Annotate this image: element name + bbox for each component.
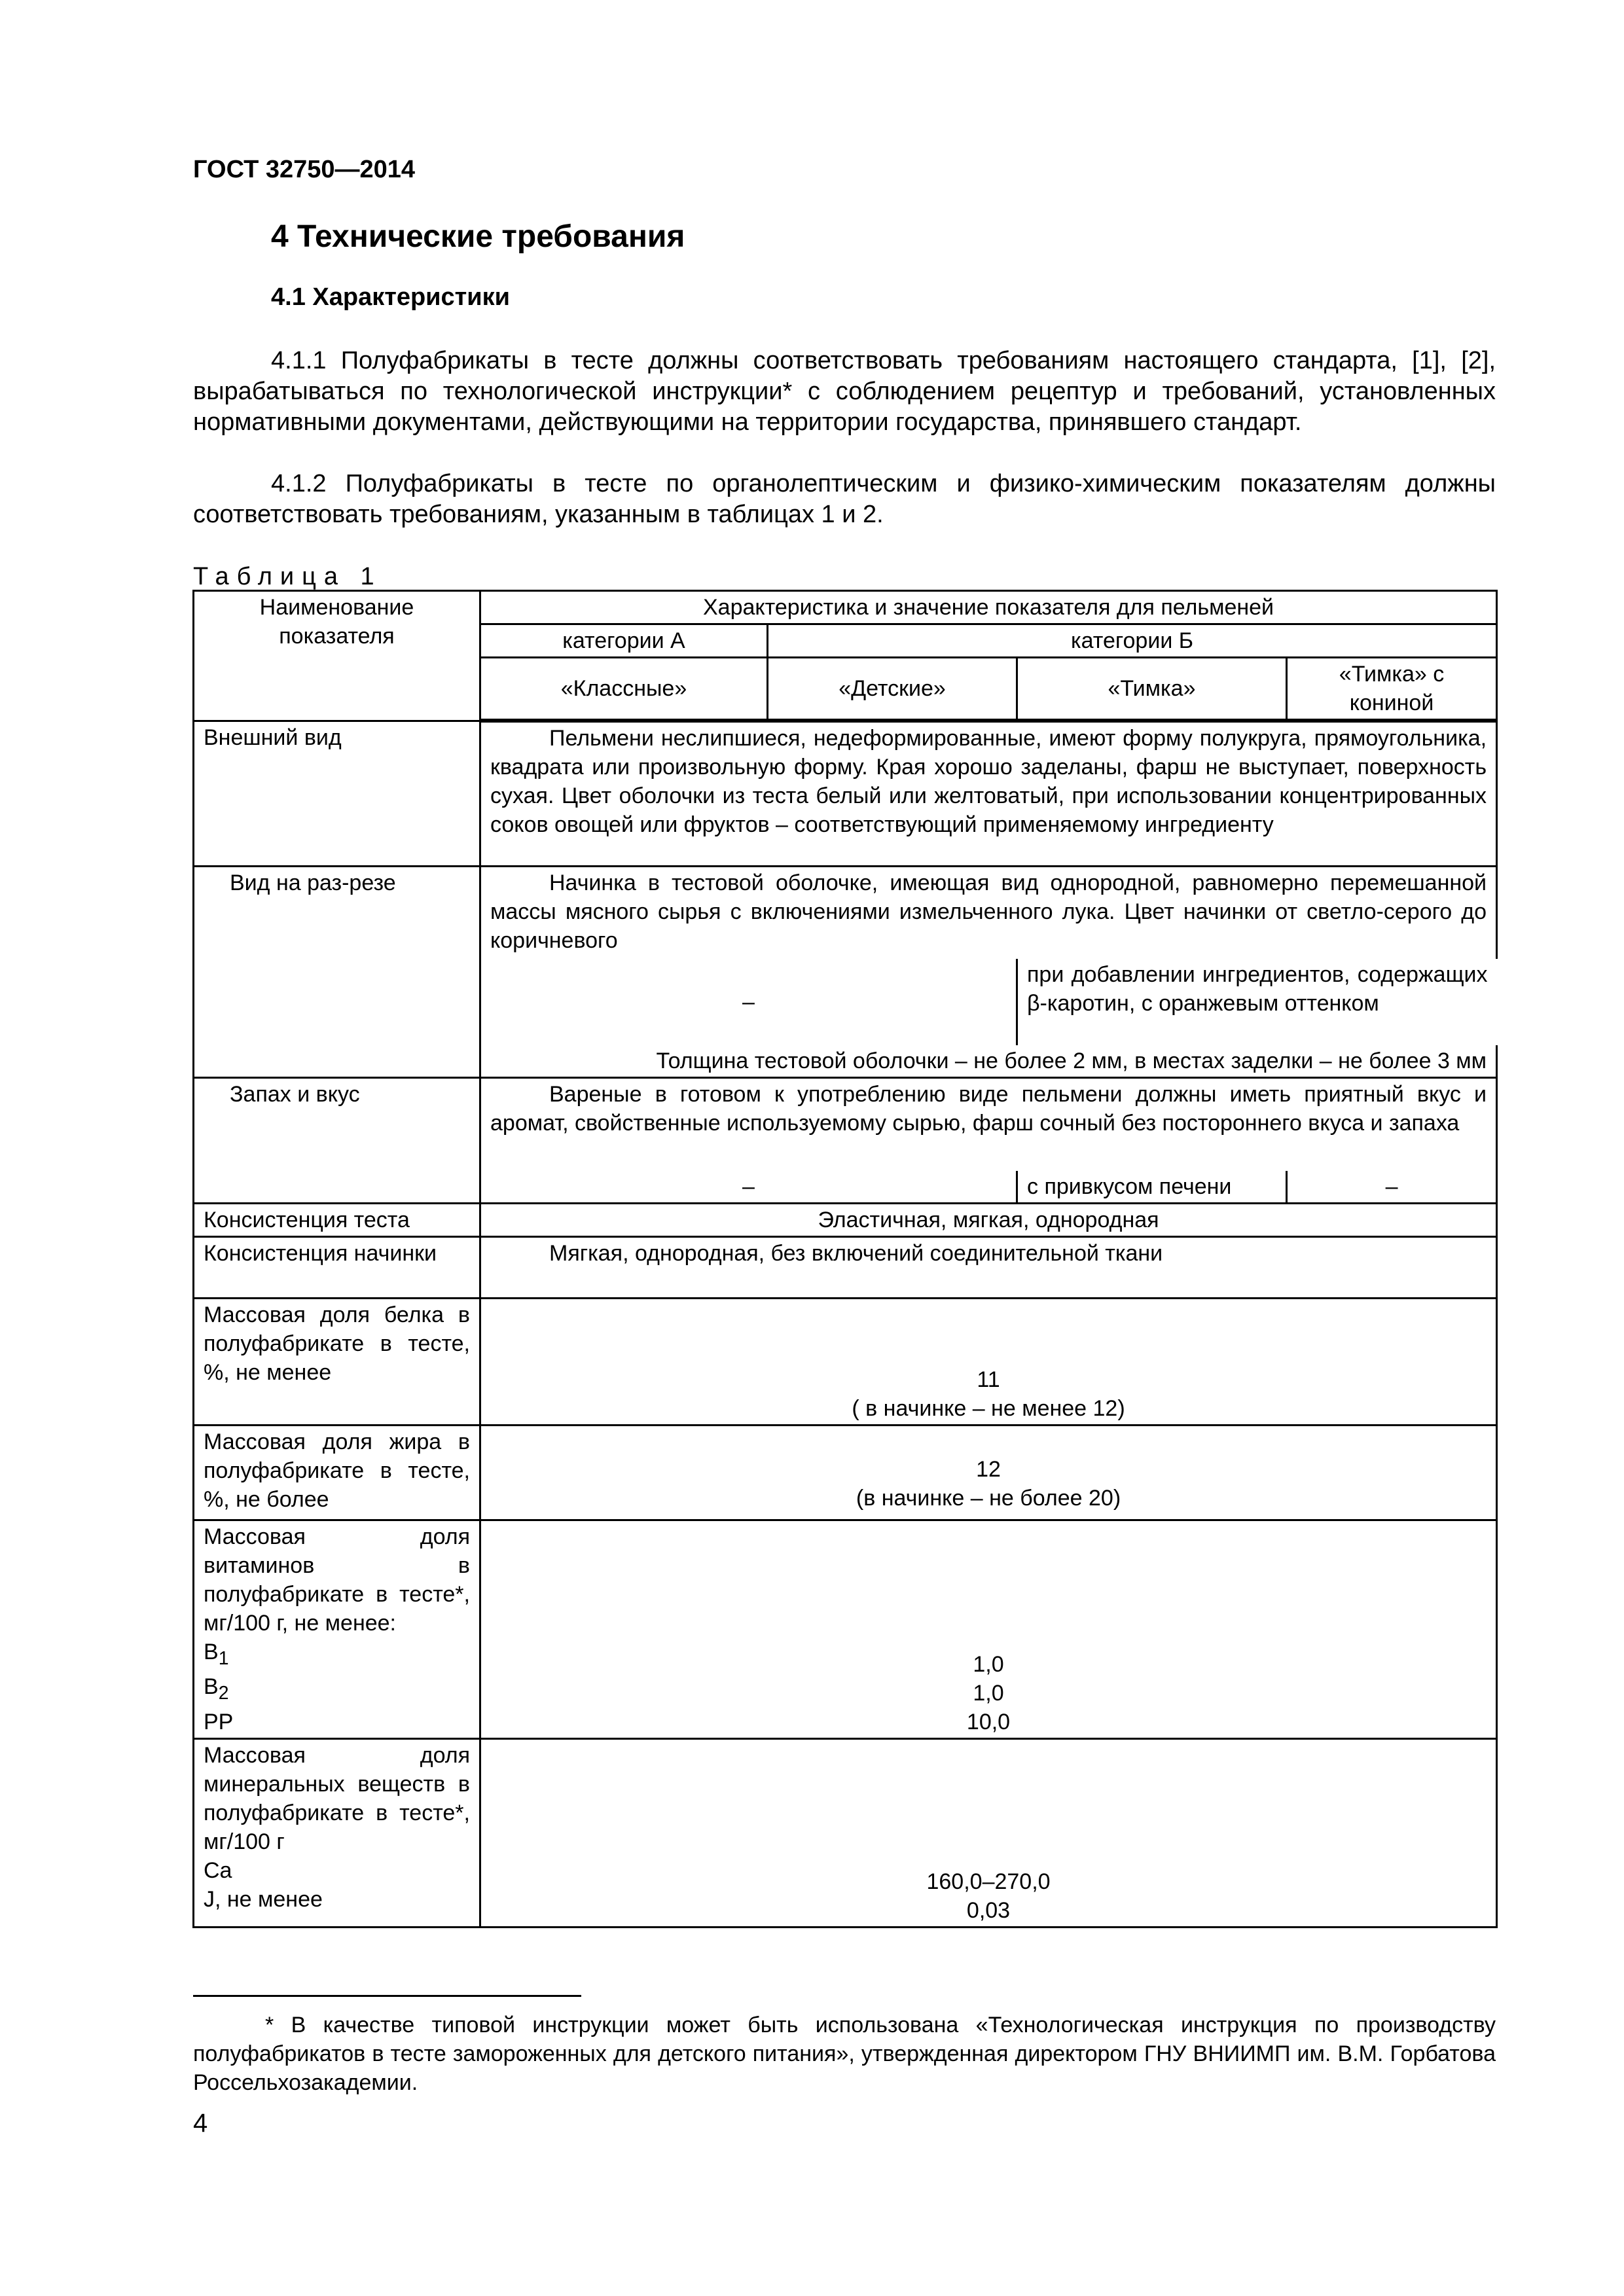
mineral-j-value: 0,03	[966, 1898, 1011, 1924]
vitamin-b2-label: $B_2$	[204, 1674, 229, 1704]
row-name	[194, 1520, 480, 1739]
vitamin-pp-value: 10,0	[966, 1710, 1011, 1735]
row-name	[194, 1739, 480, 1928]
header-name-cell: Наименование показателя	[194, 591, 480, 721]
fat-value: 12	[976, 1456, 1001, 1482]
table-row	[194, 1078, 1497, 1171]
table-row	[194, 1203, 1497, 1236]
dash-cell: –	[480, 1171, 1017, 1204]
row-name: Консистенция теста	[194, 1203, 480, 1236]
header-characteristic-cell: Характеристика и значение показателя для пельменей	[480, 591, 1497, 624]
row-name: Внешний вид	[194, 721, 480, 866]
section-title: 4 Технические требования	[271, 219, 685, 254]
vitamin-b2-value: 1,0	[973, 1681, 1004, 1706]
table-row	[194, 866, 1497, 959]
vitamin-pp-label: PP	[204, 1710, 234, 1735]
protein-value: 11	[977, 1367, 1000, 1392]
table-header-row	[194, 591, 1497, 624]
row-name: Консистенция начинки	[194, 1236, 480, 1298]
row-value-text: Вареные в готовом к употреблению виде пельмени должны иметь приятный вкус и аромат, свойственные используемому сырью, фарш сочный без постороннего вкуса и запаха	[490, 1082, 1487, 1136]
header-timka: «Тимка»	[1017, 658, 1287, 721]
row-value	[480, 1425, 1497, 1520]
liver-cell: с привкусом печени	[1017, 1171, 1287, 1204]
row-value	[480, 866, 1497, 959]
paragraph-text: 4.1.2 Полуфабрикаты в тесте по органолептическим и физико-химическим показателям должны соответствовать требованиям, указанным в таблицах 1 и 2.	[193, 470, 1496, 528]
thickness-cell: Толщина тестовой оболочки – не более 2 мм, в местах заделки – не более 3 мм	[480, 1045, 1497, 1078]
row-value	[480, 1520, 1497, 1739]
row-value	[480, 721, 1497, 866]
row-value	[480, 1236, 1497, 1298]
table-caption: Таблица 1	[193, 563, 382, 590]
vitamin-b1-label: $B_1$	[204, 1639, 229, 1669]
table-row	[194, 1298, 1497, 1425]
row-value	[480, 1298, 1497, 1425]
page-number: 4	[193, 2109, 208, 2138]
header-category-a: категории А	[480, 624, 768, 658]
row-name: Массовая доля жира в полуфабрикате в тесте, %, не более	[194, 1425, 480, 1520]
vitamins-label: Массовая доля витаминов в полуфабрикате в тесте*, мг/100 г, не менее:	[204, 1524, 470, 1636]
row-value-text: Начинка в тестовой оболочке, имеющая вид однородной, равномерно перемешанной массы мясного сырья с включениями измельченного лука. Цвет начинки от светло-серого до коричневого	[490, 870, 1487, 953]
mineral-ca-value: 160,0–270,0	[926, 1869, 1051, 1895]
minerals-label: Массовая доля минеральных веществ в полуфабрикате в тесте*, мг/100 г	[204, 1743, 470, 1855]
table-row	[194, 1425, 1497, 1520]
table-row	[194, 1520, 1497, 1739]
table-row	[194, 1236, 1497, 1298]
table-row	[194, 1739, 1497, 1928]
paragraph-4-1-1	[193, 346, 1496, 438]
header-children: «Детские»	[768, 658, 1017, 721]
row-value	[480, 1078, 1497, 1171]
row-name: Вид на раз-резе	[194, 866, 480, 1078]
paragraph-text: 4.1.1 Полуфабрикаты в тесте должны соответствовать требованиям настоящего стандарта, [1], [2], вырабатываться по технологической инструкции* с соблюдением рецептур и требований, установленных нормативными документами, действующими на территории государства, принявшего стандарт.	[193, 347, 1496, 436]
vitamin-b1-value: 1,0	[973, 1652, 1004, 1677]
document-header: ГОСТ 32750—2014	[193, 156, 416, 183]
header-classic: «Классные»	[480, 658, 768, 721]
header-timka-horse: «Тимка» с кониной	[1287, 658, 1497, 721]
header-category-b: категории Б	[768, 624, 1497, 658]
row-value: Эластичная, мягкая, однородная	[480, 1203, 1497, 1236]
table-row	[194, 721, 1497, 866]
mineral-ca-label: Ca	[204, 1858, 232, 1884]
row-value-text: Мягкая, однородная, без включений соединительной ткани	[549, 1240, 1163, 1266]
subsection-title: 4.1 Характеристики	[271, 283, 511, 311]
dash-cell: –	[480, 959, 1017, 1045]
row-name: Массовая доля белка в полуфабрикате в тесте, %, не менее	[194, 1298, 480, 1425]
protein-note: ( в начинке – не менее 12)	[852, 1395, 1125, 1421]
mineral-j-label: J, не менее	[204, 1887, 323, 1912]
row-value-text: Пельмени неслипшиеся, недеформированные, имеют форму полукруга, прямоугольника, квадрата или произвольную форму. Края хорошо заделаны, фарш не выступает, поверхность сухая. Цвет оболочки из теста белый или желтоватый, при использовании концентрированных соков овощей или фруктов – соответствующий применяемому ингредиенту	[490, 726, 1487, 837]
footnote-divider	[193, 1995, 581, 1997]
carotene-cell: при добавлении ингредиентов, содержащих β-каротин, с оранжевым оттенком	[1017, 959, 1497, 1045]
footnote-text: * В качестве типовой инструкции может быть использована «Технологическая инструкция по производству полуфабрикатов в тесте замороженных для детского питания», утвержденная директором ГНУ ВНИИМП им. В.М. Горбатова Россельхозакадемии.	[193, 2013, 1496, 2095]
requirements-table	[192, 590, 1498, 1928]
paragraph-4-1-2	[193, 469, 1496, 530]
dash-cell: –	[1287, 1171, 1497, 1204]
fat-note: (в начинке – не более 20)	[856, 1485, 1121, 1511]
row-value	[480, 1739, 1497, 1928]
row-name: Запах и вкус	[194, 1078, 480, 1204]
footnote	[193, 2011, 1496, 2097]
